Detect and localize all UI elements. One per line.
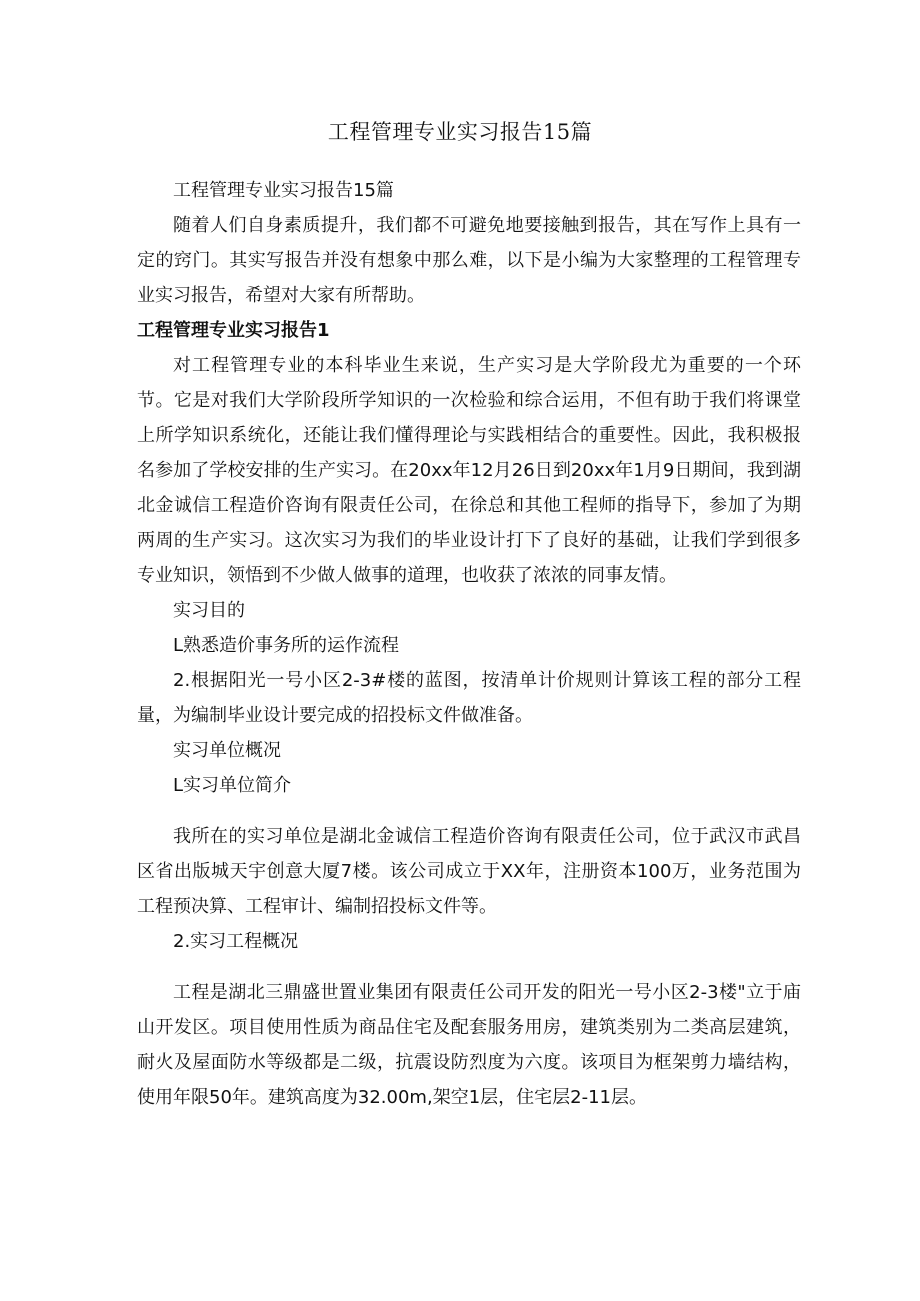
unit-item-1: L实习单位简介: [173, 775, 292, 796]
unit-item-2: 2.实习工程概况: [173, 931, 299, 952]
paragraph: 对工程管理专业的本科毕业生来说，生产实习是大学阶段尤为重要的一个环节。它是对我们大学阶段所学知识的一次检验和综合运用，不但有助于我们将课堂上所学知识系统化，还能让我们懂得理论与实践相结合的重要性。因此，我积极报名参加了学校安排的生产实习。在20xx年12月26日到20xx年1月9日期间，我到湖北金诚信工程造价咨询有限责任公司，在徐总和其他工程师的指导下，参加了为期两周的生产实习。这次实习为我们的毕业设计打下了良好的基础，让我们学到很多专业知识，领悟到不少做人做事的道理，也收获了浓浓的同事友情。: [137, 355, 801, 586]
document-title: 工程管理专业实习报告15篇: [327, 120, 593, 144]
unit-paragraph-1: 我所在的实习单位是湖北金诚信工程造价咨询有限责任公司，位于武汉市武昌区省出版城天宇创意大厦7楼。该公司成立于XX年，注册资本100万，业务范围为工程预决算、工程审计、编制招投标文件等。: [137, 826, 801, 917]
document-body: [137, 173, 801, 1115]
unit-heading: 实习单位概况: [173, 740, 281, 761]
purpose-item-2: 2.根据阳光一号小区2-3#楼的蓝图，按清单计价规则计算该工程的部分工程量，为编制毕业设计要完成的招投标文件做准备。: [137, 670, 801, 726]
unit-paragraph-2: 工程是湖北三鼎盛世置业集团有限责任公司开发的阳光一号小区2-3楼"立于庙山开发区。项目使用性质为商品住宅及配套服务用房，建筑类别为二类高层建筑，耐火及屋面防水等级都是二级，抗震设防烈度为六度。该项目为框架剪力墙结构，使用年限50年。建筑高度为32.00m,架空1层，住宅层2-11层。: [137, 982, 801, 1108]
intro-paragraph: 随着人们自身素质提升，我们都不可避免地要接触到报告，其在写作上具有一定的窍门。其实写报告并没有想象中那么难，以下是小编为大家整理的工程管理专业实习报告，希望对大家有所帮助。: [137, 215, 801, 306]
subtitle: 工程管理专业实习报告15篇: [173, 180, 394, 201]
section-heading: 工程管理专业实习报告1: [137, 320, 330, 341]
purpose-item-1: L熟悉造价事务所的运作流程: [173, 635, 400, 656]
purpose-heading: 实习目的: [173, 600, 245, 621]
